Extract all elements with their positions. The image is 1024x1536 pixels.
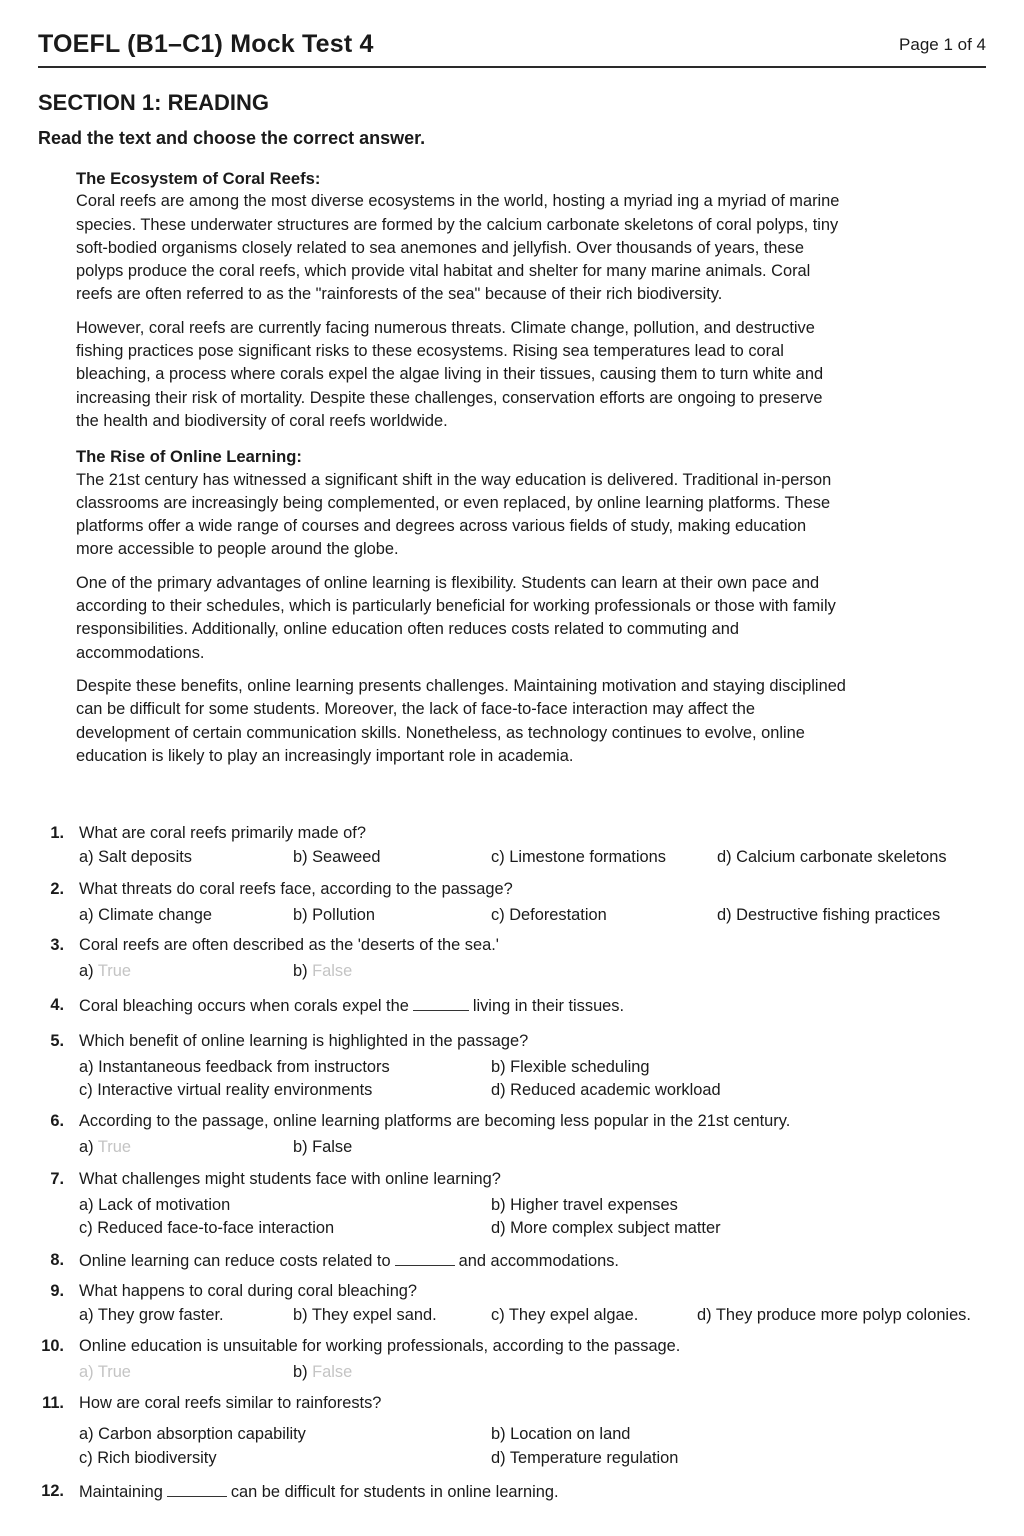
option-c[interactable]: c) Limestone formations (491, 848, 666, 866)
option-a[interactable] (79, 1138, 131, 1157)
option-b[interactable]: b) Pollution (293, 906, 376, 924)
option-c[interactable]: c) Interactive virtual reality environments (79, 1081, 373, 1099)
question-stem: How are coral reefs similar to rainforests? (79, 1394, 382, 1412)
question-stem: Coral reefs are often described as the 'deserts of the sea.' (79, 936, 499, 954)
question-stem: Maintaining can be difficult for students in online learning. (79, 1483, 559, 1501)
option-a[interactable]: a) Salt deposits (79, 848, 192, 866)
option-letter: a) (79, 1138, 94, 1156)
passage-title-coral: The Ecosystem of Coral Reefs: (76, 169, 321, 188)
option-b[interactable]: b) Higher travel expenses (491, 1196, 678, 1214)
option-b[interactable]: b) Seaweed (293, 848, 381, 866)
option-c[interactable]: c) Deforestation (491, 906, 607, 924)
question-number: 7. (50, 1170, 64, 1188)
reading-passages (76, 167, 846, 768)
page-header (38, 26, 986, 68)
question-stem: According to the passage, online learning platforms are becoming less popular in the 21st century. (79, 1112, 791, 1130)
passage-paragraph: Despite these benefits, online learning presents challenges. Maintaining motivation and staying disciplined can be difficult for some students. Moreover, the lack of face-to-face interaction may affect the development of certain communication skills. Nonetheless, as technology continues to evolve, online education is likely to play an increasingly important role in academia. (76, 676, 846, 765)
passage-paragraph: The 21st century has witnessed a significant shift in the way education is delivered. Traditional in-person classrooms are increasingly being complemented, or even replaced, by online learning platforms. These platforms offer a wide range of courses and degrees across various fields of study, making education more accessible to people around the globe. (76, 470, 832, 559)
option-letter: a) (79, 962, 94, 980)
option-a[interactable]: a) True (79, 1363, 131, 1381)
option-a[interactable] (79, 962, 131, 981)
option-text: True (97, 962, 131, 980)
option-d[interactable]: d) Calcium carbonate skeletons (717, 848, 947, 866)
option-a[interactable]: a) Lack of motivation (79, 1196, 231, 1214)
question-number: 6. (50, 1112, 64, 1130)
question-number: 11. (42, 1394, 64, 1412)
option-c[interactable]: c) Rich biodiversity (79, 1449, 217, 1467)
option-d[interactable]: d) Temperature regulation (491, 1449, 679, 1467)
question-stem: Online learning can reduce costs related to and accommodations. (79, 1252, 619, 1270)
option-c[interactable]: c) Reduced face-to-face interaction (79, 1219, 335, 1237)
passage-paragraph: However, coral reefs are currently facing numerous threats. Climate change, pollution, and destructive fishing practices pose significant risks to these ecosystems. Rising sea temperatures lead to coral bleaching, a process where corals expel the algae living in their tissues, causing them to turn white and increasing their risk of mortality. Despite these challenges, conservation efforts are ongoing to preserve the health and biodiversity of coral reefs worldwide. (76, 318, 824, 430)
passage-paragraph: Coral reefs are among the most diverse ecosystems in the world, hosting a myriad ing a myriad of marine species. These underwater structures are formed by the calcium carbonate skeletons of coral polyps, tiny soft-bodied organisms closely related to sea anemones and jellyfish. Over thousands of years, these polyps produce the coral reefs, which provide vital habitat and shelter for many marine animals. Coral reefs are often referred to as the "rainforests of the sea" because of their rich biodiversity. (76, 192, 840, 304)
question-number: 10. (41, 1337, 64, 1355)
answer-blank[interactable] (167, 1482, 227, 1497)
question-stem: Which benefit of online learning is highlighted in the passage? (79, 1032, 529, 1050)
option-b[interactable]: b) Flexible scheduling (491, 1058, 650, 1076)
question-number: 2. (50, 880, 64, 898)
question-stem: Online education is unsuitable for working professionals, according to the passage. (79, 1337, 681, 1355)
question-number: 12. (41, 1482, 64, 1500)
option-b[interactable]: b) False (293, 1138, 353, 1156)
question-number: 9. (50, 1282, 64, 1300)
option-text: True (97, 1138, 131, 1156)
question-number: 3. (50, 936, 64, 954)
question-number: 8. (50, 1251, 64, 1269)
answer-blank[interactable] (395, 1251, 455, 1266)
question-stem: Coral bleaching occurs when corals expel the living in their tissues. (79, 997, 625, 1015)
option-a[interactable]: a) Climate change (79, 906, 213, 924)
question-stem: What challenges might students face with online learning? (79, 1170, 501, 1188)
question-number: 4. (50, 996, 64, 1014)
passage-title-online-learning: The Rise of Online Learning: (76, 447, 302, 467)
test-title: TOEFL (B1–C1) Mock Test 4 (38, 30, 374, 58)
option-letter: b) (293, 1363, 308, 1381)
option-b[interactable] (293, 962, 352, 981)
option-d[interactable]: d) Destructive fishing practices (717, 906, 941, 924)
option-b[interactable]: b) Location on land (491, 1425, 631, 1443)
option-letter: b) (293, 962, 308, 980)
section-title: SECTION 1: READING (38, 90, 270, 115)
option-text: False (312, 962, 353, 980)
question-stem: What are coral reefs primarily made of? (79, 824, 366, 842)
question-stem: What threats do coral reefs face, according to the passage? (79, 880, 513, 898)
option-a[interactable]: a) Instantaneous feedback from instructors (79, 1058, 390, 1076)
question-number: 5. (50, 1032, 64, 1050)
option-a[interactable]: a) Carbon absorption capability (79, 1425, 306, 1443)
option-d[interactable]: d) More complex subject matter (491, 1219, 721, 1237)
question-number: 1. (50, 824, 64, 842)
option-text: False (312, 1363, 353, 1381)
option-b[interactable]: b) They expel sand. (293, 1306, 437, 1324)
option-a[interactable]: a) They grow faster. (79, 1306, 224, 1324)
option-c[interactable]: c) They expel algae. (491, 1306, 639, 1324)
passage-paragraph: One of the primary advantages of online learning is flexibility. Students can learn at their own pace and according to their schedules, which is particularly beneficial for working professionals or those with family responsibilities. Additionally, online education often reduces costs related to commuting and accommodations. (76, 573, 836, 662)
answer-blank[interactable] (413, 996, 469, 1011)
question-stem: What happens to coral during coral bleaching? (79, 1282, 418, 1300)
option-d[interactable]: d) They produce more polyp colonies. (697, 1306, 971, 1324)
page-number: Page 1 of 4 (899, 35, 986, 54)
option-d[interactable]: d) Reduced academic workload (491, 1081, 721, 1099)
option-b[interactable] (293, 1363, 352, 1382)
instruction: Read the text and choose the correct answer. (38, 128, 426, 148)
